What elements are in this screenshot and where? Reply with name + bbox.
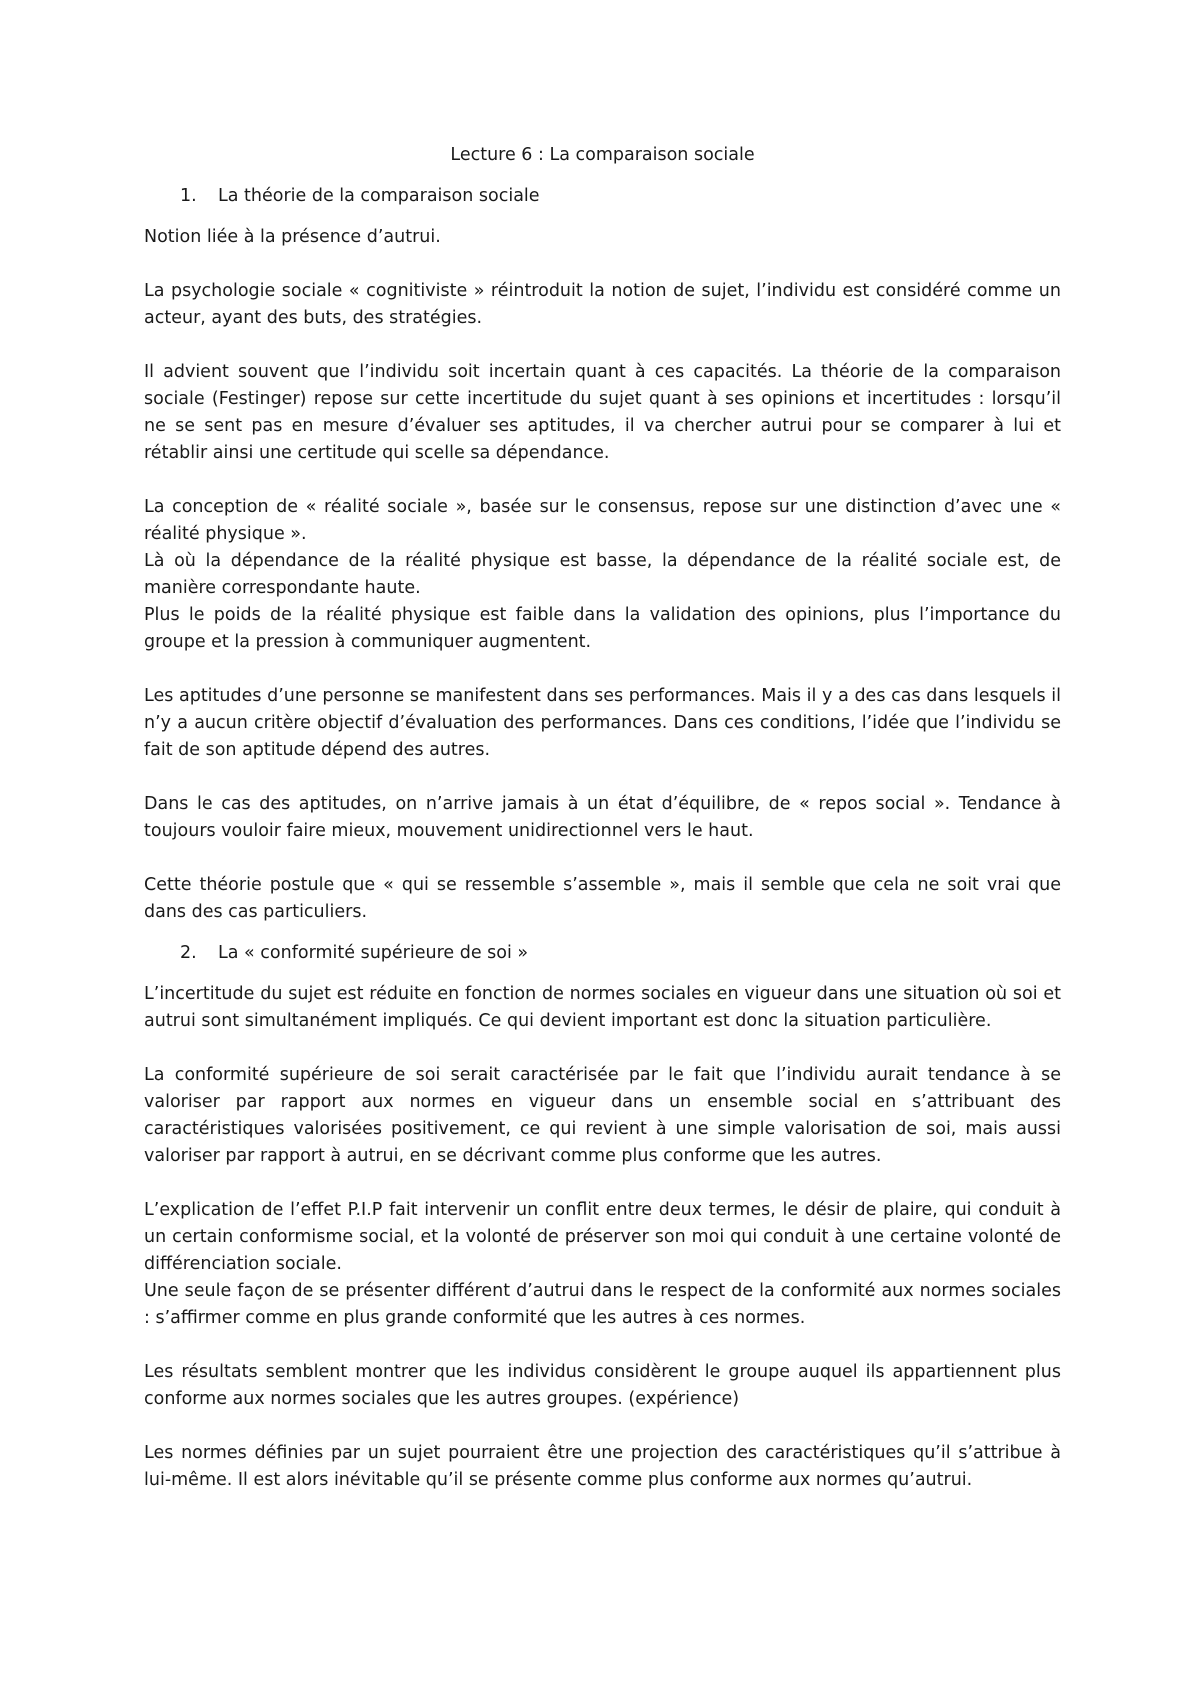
paragraph: La conformité supérieure de soi serait caractérisée par le fait que l’individu aurait tendance à se valoriser par rapport aux normes en vigueur dans un ensemble social en s’attribuant des caractéristiques valorisées positivement, ce qui revient à une simple valorisation de soi, mais aussi valoriser par rapport à autrui, en se décrivant comme plus conforme que les autres. <box>144 1065 1061 1166</box>
paragraph: Une seule façon de se présenter différent d’autrui dans le respect de la conformité aux normes sociales : s’affirmer comme en plus grande conformité que les autres à ces normes. <box>144 1281 1061 1328</box>
paragraph: Les aptitudes d’une personne se manifestent dans ses performances. Mais il y a des cas dans lesquels il n’y a aucun critère objectif d’évaluation des performances. Dans ces conditions, l’idée que l’individu se fait de son aptitude dépend des autres. <box>144 686 1061 760</box>
paragraph: Cette théorie postule que « qui se ressemble s’assemble », mais il semble que cela ne soit vrai que dans des cas particuliers. <box>144 875 1061 922</box>
paragraph: Dans le cas des aptitudes, on n’arrive jamais à un état d’équilibre, de « repos social ». Tendance à toujours vouloir faire mieux, mouvement unidirectionnel vers le haut. <box>144 794 1061 841</box>
paragraph: L’explication de l’effet P.I.P fait intervenir un conflit entre deux termes, le désir de plaire, qui conduit à un certain conformisme social, et la volonté de préserver son moi qui conduit à une certaine volonté de différenciation sociale. <box>144 1200 1061 1274</box>
paragraph: Les résultats semblent montrer que les individus considèrent le groupe auquel ils appartiennent plus conforme aux normes sociales que les autres groupes. (expérience) <box>144 1362 1061 1409</box>
paragraph: L’incertitude du sujet est réduite en fonction de normes sociales en vigueur dans une situation où soi et autrui sont simultanément impliqués. Ce qui devient important est donc la situation particulière. <box>144 984 1061 1031</box>
document-body <box>144 142 1061 1494</box>
section-1-number: 1. <box>180 186 197 206</box>
paragraph: Plus le poids de la réalité physique est faible dans la validation des opinions, plus l’importance du groupe et la pression à communiquer augmentent. <box>144 605 1061 652</box>
section-2-heading <box>144 940 1061 967</box>
paragraph: Les normes définies par un sujet pourraient être une projection des caractéristiques qu’il s’attribue à lui-même. Il est alors inévitable qu’il se présente comme plus conforme aux normes qu’autrui. <box>144 1443 1061 1490</box>
section-1-title: La théorie de la comparaison sociale <box>218 186 540 206</box>
section-2-number: 2. <box>180 943 197 963</box>
paragraph: La conception de « réalité sociale », basée sur le consensus, repose sur une distinction d’avec une « réalité physique ». <box>144 497 1061 544</box>
section-2-title: La « conformité supérieure de soi » <box>218 943 529 963</box>
paragraph: Là où la dépendance de la réalité physique est basse, la dépendance de la réalité sociale est, de manière correspondante haute. <box>144 551 1061 598</box>
paragraph: Il advient souvent que l’individu soit incertain quant à ces capacités. La théorie de la comparaison sociale (Festinger) repose sur cette incertitude du sujet quant à ses opinions et incertitudes : lorsqu’il ne se sent pas en mesure d’évaluer ses aptitudes, il va chercher autrui pour se comparer à lui et rétablir ainsi une certitude qui scelle sa dépendance. <box>144 362 1061 463</box>
document-title: Lecture 6 : La comparaison sociale <box>450 145 755 165</box>
section-1-heading <box>144 183 1061 210</box>
paragraph: Notion liée à la présence d’autrui. <box>144 227 441 247</box>
paragraph: La psychologie sociale « cognitiviste » réintroduit la notion de sujet, l’individu est considéré comme un acteur, ayant des buts, des stratégies. <box>144 281 1061 328</box>
